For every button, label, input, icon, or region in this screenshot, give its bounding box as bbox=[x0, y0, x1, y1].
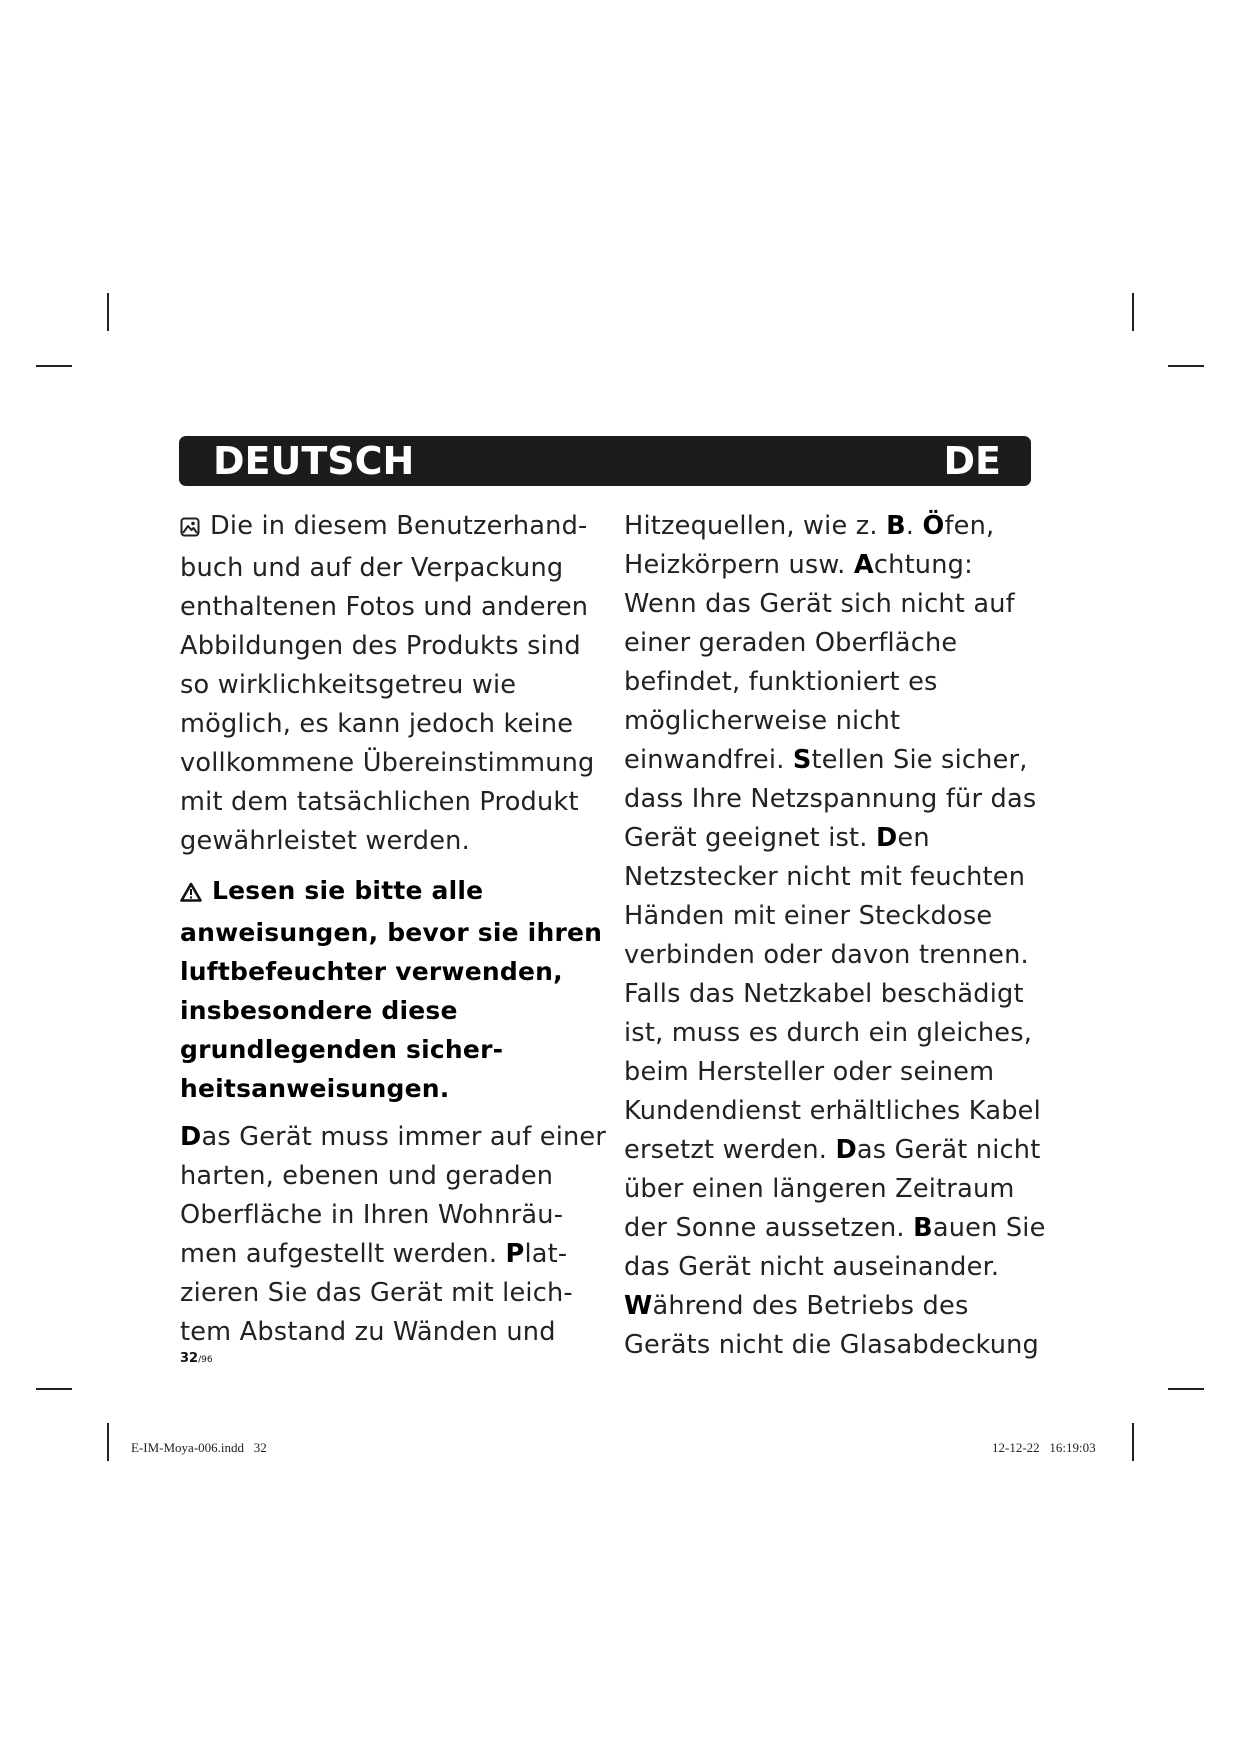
page-number bbox=[180, 1351, 213, 1366]
lead-letter: D bbox=[180, 1122, 202, 1152]
lead-letter: B bbox=[913, 1213, 933, 1243]
intro-text: Die in diesem Benutzerhandbuch und auf der Verpackung enthaltenen Fotos und anderen Abbildungen des Produkts sind so wirklichkeitsgetreu wie möglich, es kann jedoch keine vollkommene Übereinstimmung mit dem tatsächlichen Produkt gewährleistet werden. bbox=[180, 511, 595, 856]
image-icon bbox=[180, 510, 200, 549]
crop-mark bbox=[1132, 293, 1134, 331]
section-header bbox=[179, 436, 1031, 486]
body-text: tellen Sie sicher, dass Ihre Netzspannung für das Gerät geeignet ist. bbox=[624, 745, 1037, 853]
body-text: . bbox=[905, 511, 923, 541]
lead-letter: W bbox=[624, 1291, 653, 1321]
lead-letter: S bbox=[792, 745, 812, 775]
body-text: auen Sie das Gerät nicht auseinander. bbox=[624, 1213, 1046, 1282]
lead-letter: A bbox=[853, 550, 874, 580]
lead-letter: Ö bbox=[922, 511, 945, 541]
body-paragraph bbox=[180, 1118, 610, 1352]
crop-mark bbox=[1132, 1423, 1134, 1461]
crop-mark bbox=[107, 293, 109, 331]
body-text: ährend des Betriebs des Geräts nicht die Glasabdeckung bbox=[624, 1291, 1039, 1360]
body-text: as Gerät muss immer auf einer harten, ebenen und geraden Oberfläche in Ihren Wohnräumen aufgestellt werden. bbox=[180, 1122, 607, 1269]
right-column bbox=[624, 507, 1054, 1365]
crop-mark bbox=[1168, 365, 1204, 367]
lead-letter: P bbox=[505, 1239, 525, 1269]
intro-paragraph bbox=[180, 507, 610, 861]
crop-mark bbox=[107, 1423, 109, 1461]
lead-letter: D bbox=[835, 1135, 857, 1165]
body-text: as Gerät nicht über einen längeren Zeitraum der Sonne aussetzen. bbox=[624, 1135, 1041, 1243]
lead-letter: D bbox=[875, 823, 898, 853]
language-code: DE bbox=[943, 439, 1001, 483]
slug-timestamp: 12-12-22 16:19:03 bbox=[992, 1440, 1096, 1455]
body-text: en Netzstecker nicht mit feuchten Händen mit einer Steckdose verbinden oder davon trennen. Falls das Netzkabel beschädigt ist, muss es durch ein gleiches, beim Hersteller oder seinem Kundendienst erhältliches Kabel ersetzt werden. bbox=[624, 823, 1041, 1165]
crop-mark bbox=[36, 1388, 72, 1390]
body-text: chtung: Wenn das Gerät sich nicht auf einer geraden Oberfläche befindet, funktioniert es möglicherweise nicht einwandfrei. bbox=[624, 550, 1015, 775]
body-paragraph bbox=[624, 507, 1054, 1365]
body-text: fen, Heizkörpern usw. bbox=[624, 511, 995, 580]
left-column bbox=[180, 507, 610, 1352]
language-title: DEUTSCH bbox=[213, 439, 415, 483]
body-text: Hitzequellen, wie z. bbox=[624, 511, 887, 541]
page-total: /96 bbox=[198, 1355, 213, 1365]
lead-letter: B bbox=[886, 511, 906, 541]
warning-paragraph bbox=[180, 871, 610, 1108]
warning-triangle-icon bbox=[180, 874, 202, 913]
page-current: 32 bbox=[180, 1351, 199, 1366]
crop-mark bbox=[36, 365, 72, 367]
warning-text: Lesen sie bitte alle anweisungen, bevor sie ihren luftbefeuchter verwenden, insbesondere diese grundlegenden sicherheitsanweisungen. bbox=[180, 876, 603, 1103]
crop-mark bbox=[1168, 1388, 1204, 1390]
slug-filename: E-IM-Moya-006.indd 32 bbox=[131, 1440, 267, 1455]
body-text: latzieren Sie das Gerät mit leichtem Abstand zu Wänden und bbox=[180, 1239, 573, 1347]
